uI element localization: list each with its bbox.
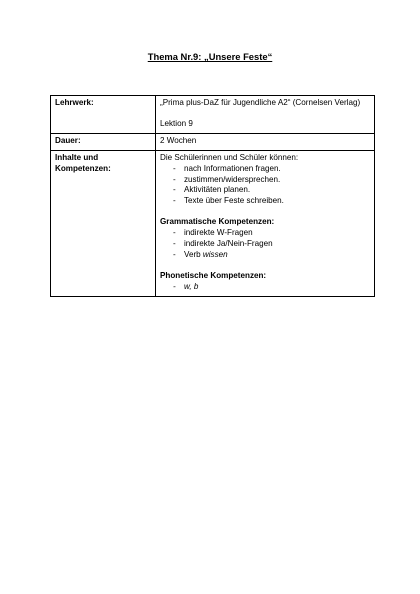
- dauer-value: 2 Wochen: [156, 133, 375, 150]
- grammar-list: [160, 228, 370, 261]
- skills-intro: Die Schülerinnen und Schüler können:: [160, 152, 299, 162]
- list-item: - Texte über Feste schreiben.: [160, 196, 370, 207]
- table-row-inhalte: [51, 150, 375, 296]
- list-item: - w, b: [160, 282, 370, 293]
- list-item: - Aktivitäten planen.: [160, 185, 370, 196]
- list-item: - indirekte W-Fragen: [160, 228, 370, 239]
- verb-wissen: wissen: [202, 249, 228, 259]
- list-item: - indirekte Ja/Nein-Fragen: [160, 239, 370, 250]
- lehrwerk-label: Lehrwerk:: [51, 96, 156, 134]
- table-row-dauer: [51, 133, 375, 150]
- list-item: - Verb wissen: [160, 250, 370, 261]
- list-item: - zustimmen/widersprechen.: [160, 175, 370, 186]
- textbook-title: „Prima plus-DaZ für Jugendliche A2“ (Cornelsen Verlag): [160, 98, 361, 107]
- phonetic-list: [160, 282, 370, 293]
- phonetic-heading: Phonetische Kompetenzen:: [160, 270, 267, 280]
- document-title: Thema Nr.9: „Unsere Feste“: [147, 51, 273, 62]
- dauer-label: Dauer:: [51, 133, 156, 150]
- inhalte-label: Inhalte und Kompetenzen:: [51, 150, 156, 296]
- list-item: - nach Informationen fragen.: [160, 164, 370, 175]
- skills-list: [160, 164, 370, 208]
- lesson-number: Lektion 9: [160, 118, 193, 128]
- lehrwerk-value: [156, 96, 375, 134]
- table-row-lehrwerk: [51, 96, 375, 134]
- inhalte-value: [156, 150, 375, 296]
- grammar-heading: Grammatische Kompetenzen:: [160, 217, 275, 227]
- lesson-plan-table: [50, 95, 375, 297]
